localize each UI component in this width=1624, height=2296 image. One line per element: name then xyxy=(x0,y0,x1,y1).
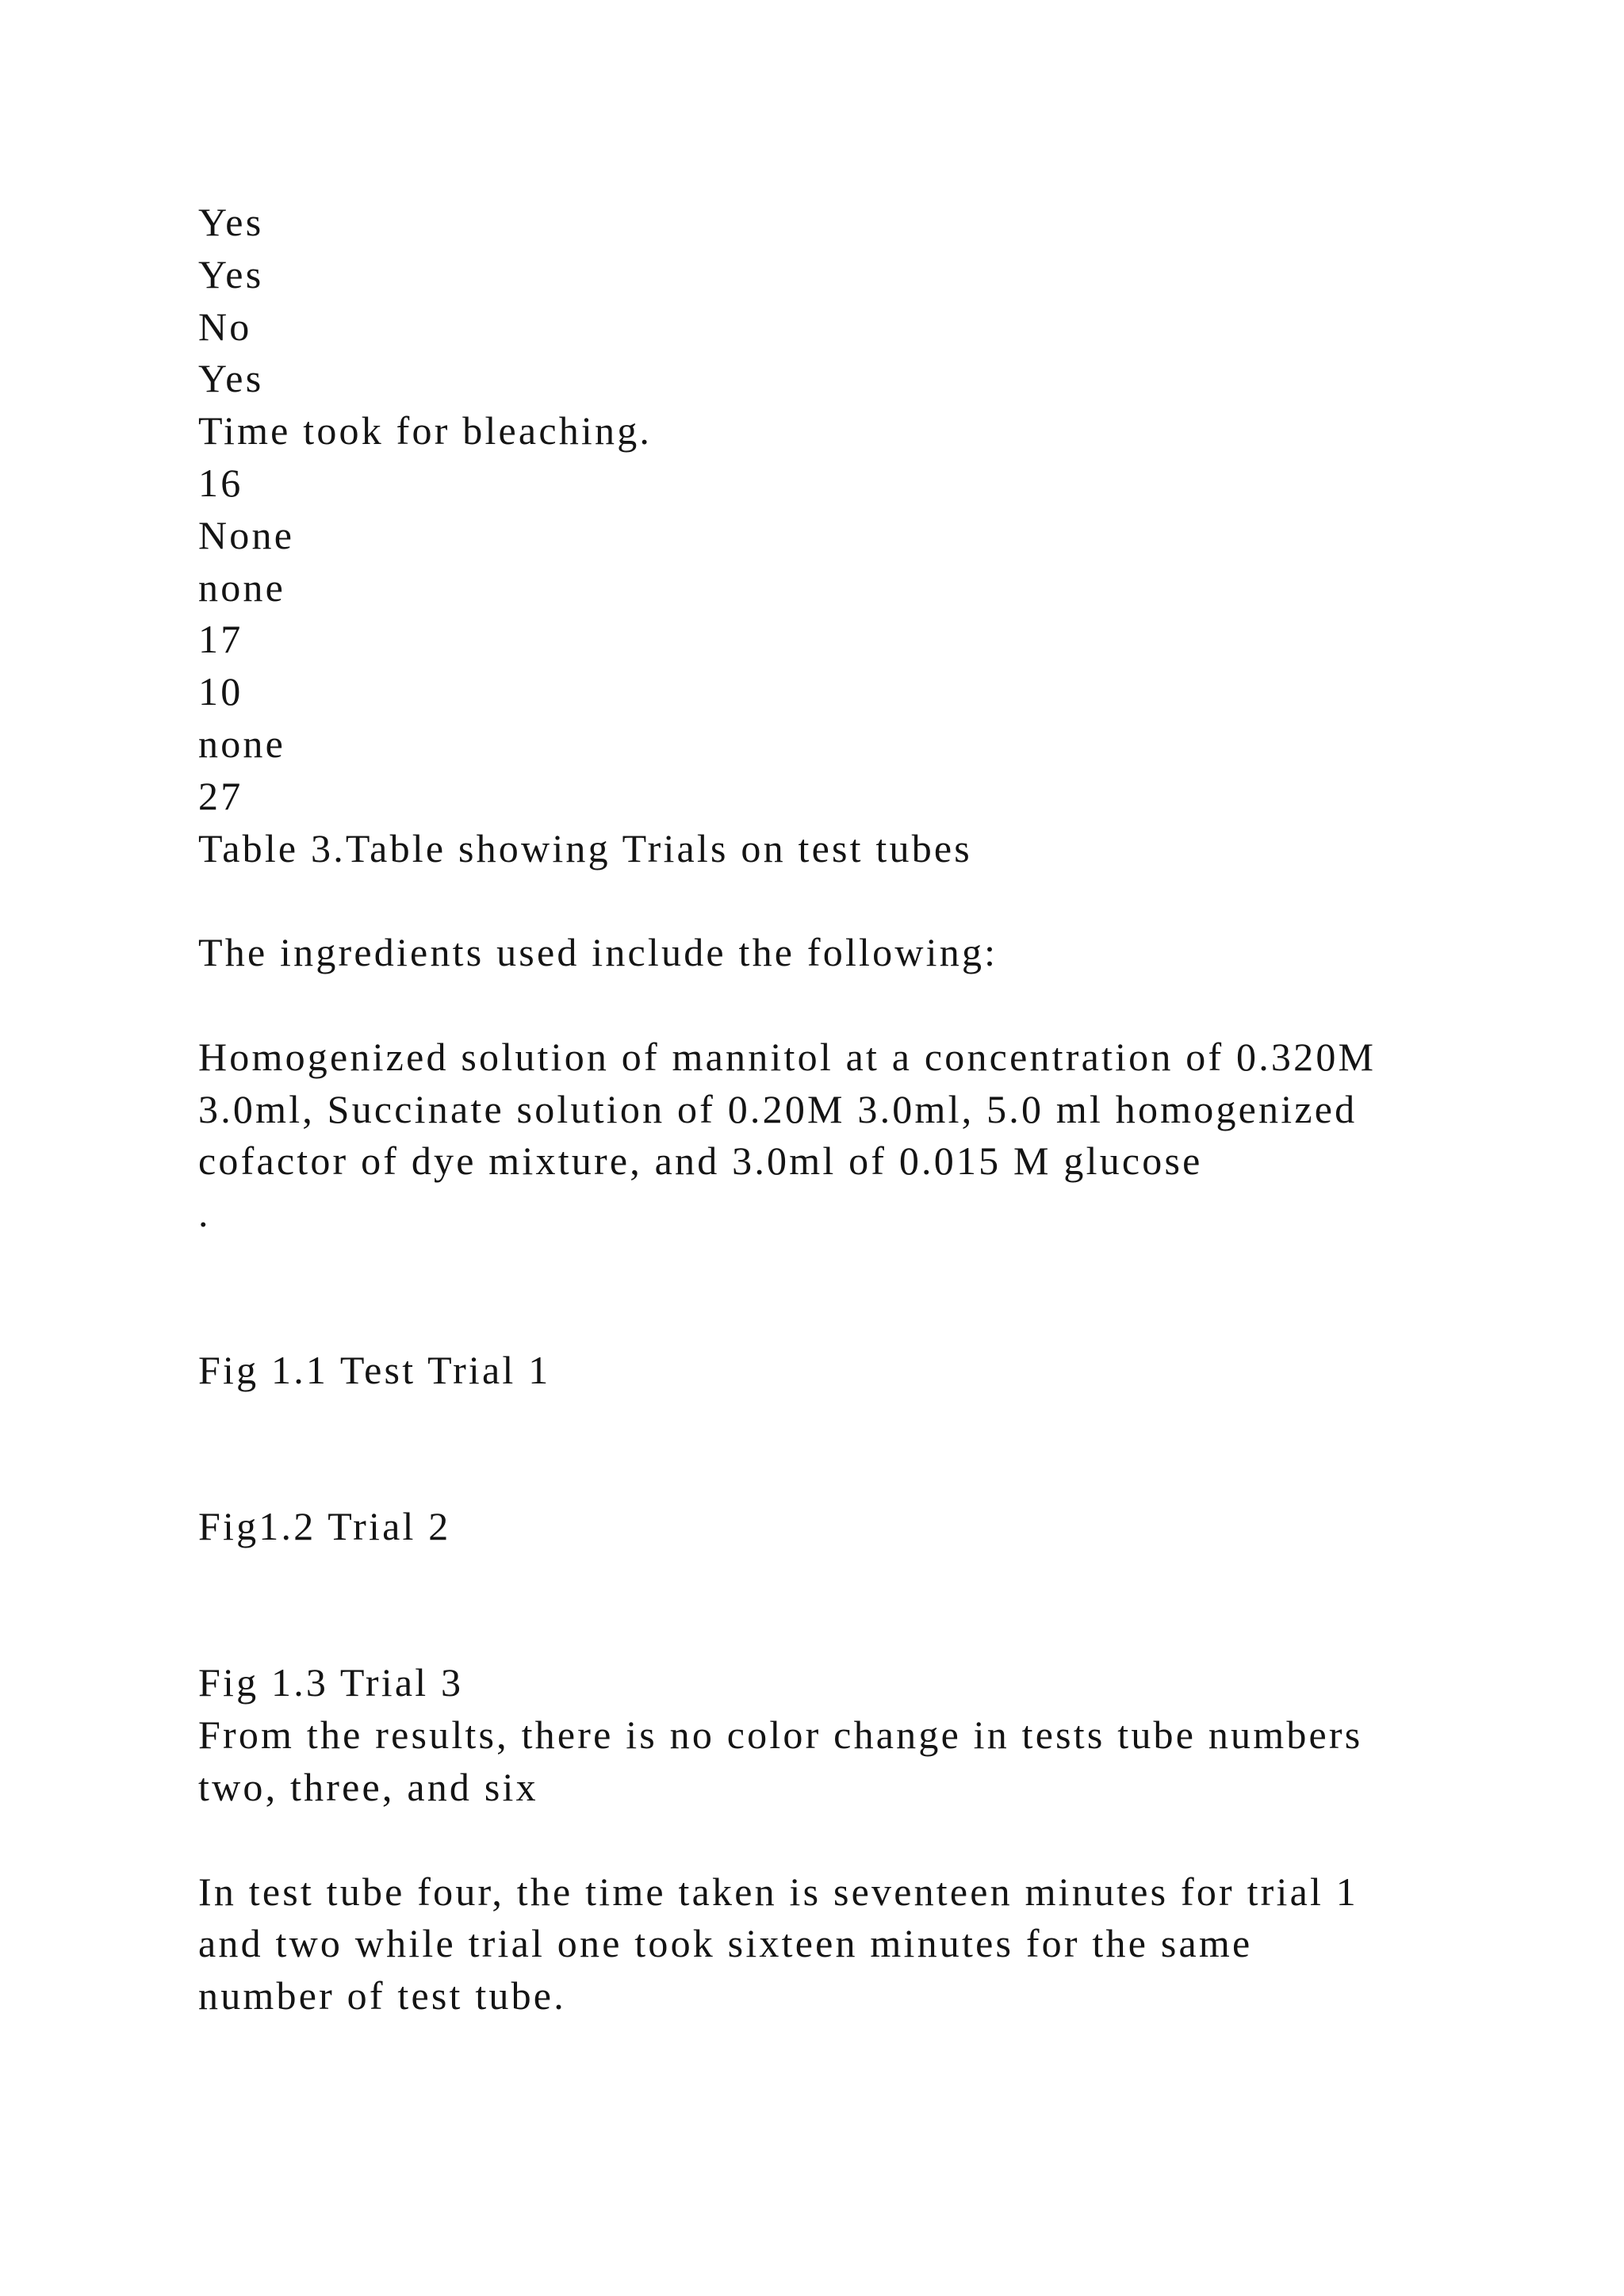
ingredients-line-3: cofactor of dye mixture, and 3.0ml of 0.015 M glucose xyxy=(198,1138,1203,1184)
tube-four-line-3: number of test tube. xyxy=(198,1973,566,2019)
spacer xyxy=(198,874,1499,927)
table-cell-time-2: None xyxy=(198,512,295,557)
figure-caption-1: Fig 1.1 Test Trial 1 xyxy=(198,1347,551,1392)
tube-four-line-1: In test tube four, the time taken is seventeen minutes for trial 1 xyxy=(198,1869,1359,1914)
table-cell-time-3: none xyxy=(198,564,285,610)
table-cell-time-1: 16 xyxy=(198,460,243,505)
ingredients-intro: The ingredients used include the following: xyxy=(198,930,998,975)
tube-four-line-2: and two while trial one took sixteen minutes for the same xyxy=(198,1921,1253,1966)
spacer xyxy=(198,1553,1499,1658)
document-body xyxy=(198,197,1499,2022)
figure-caption-2: Fig1.2 Trial 2 xyxy=(198,1503,451,1548)
spacer xyxy=(198,1240,1499,1345)
ingredients-line-4: . xyxy=(198,1191,211,1236)
results-line-1: From the results, there is no color change in tests tube numbers xyxy=(198,1712,1363,1758)
table-cell-bleach-2: Yes xyxy=(198,251,264,297)
ingredients-line-1: Homogenized solution of mannitol at a concentration of 0.320M xyxy=(198,1034,1377,1079)
table-column-header-time: Time took for bleaching. xyxy=(198,408,653,453)
table-cell-time-6: none xyxy=(198,721,285,766)
table-cell-time-7: 27 xyxy=(198,773,243,818)
table-cell-time-5: 10 xyxy=(198,669,243,714)
spacer xyxy=(198,979,1499,1031)
spacer xyxy=(198,1814,1499,1866)
table-cell-bleach-4: Yes xyxy=(198,356,264,401)
table-cell-bleach-1: Yes xyxy=(198,200,264,244)
table-caption: Table 3.Table showing Trials on test tubes xyxy=(198,825,972,871)
results-line-2: two, three, and six xyxy=(198,1764,538,1809)
spacer xyxy=(198,1396,1499,1501)
ingredients-line-2: 3.0ml, Succinate solution of 0.20M 3.0ml, 5.0 ml homogenized xyxy=(198,1086,1358,1131)
table-cell-time-4: 17 xyxy=(198,617,243,662)
table-cell-bleach-3: No xyxy=(198,304,252,349)
figure-caption-3: Fig 1.3 Trial 3 xyxy=(198,1660,464,1705)
